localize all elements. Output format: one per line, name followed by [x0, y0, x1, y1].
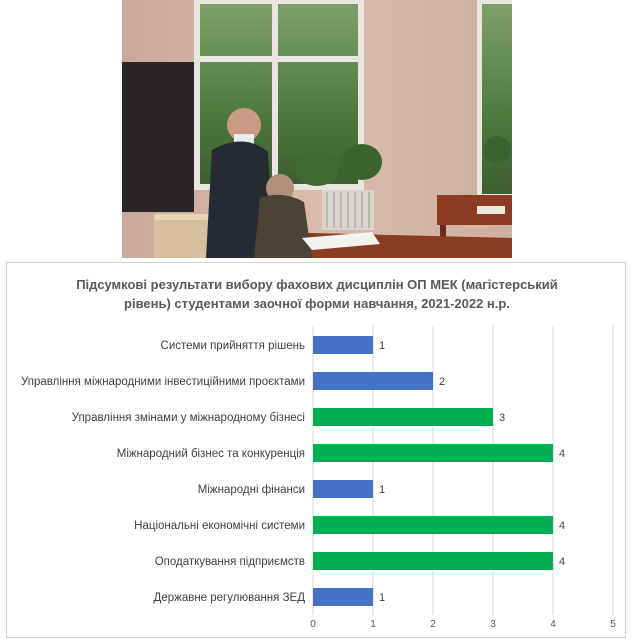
category-label: Міжнародний бізнес та конкуренція [116, 448, 305, 460]
category-label: Управління змінами у міжнародному бізнесі [71, 412, 305, 424]
bar [313, 480, 373, 498]
chart-title-line-1: Підсумкові результати вибору фахових дисциплін ОП МЕК (магістерський [76, 277, 558, 292]
x-tick-label: 1 [370, 619, 376, 630]
data-label: 4 [559, 448, 566, 460]
data-label: 2 [439, 376, 446, 388]
x-tick-label: 3 [490, 619, 496, 630]
x-axis-ticks [310, 619, 616, 630]
x-tick-label: 0 [310, 619, 316, 630]
classroom-photo [122, 0, 512, 258]
bar [313, 444, 553, 462]
data-label: 4 [559, 556, 566, 568]
bar [313, 516, 553, 534]
x-tick-label: 5 [610, 619, 616, 630]
bar [313, 336, 373, 354]
bar [313, 372, 433, 390]
data-label: 1 [379, 340, 386, 352]
category-label: Національні економічні системи [134, 520, 305, 532]
x-tick-label: 2 [430, 619, 436, 630]
category-label: Міжнародні фінанси [197, 484, 305, 496]
data-label: 1 [379, 484, 386, 496]
bar [313, 408, 493, 426]
category-label: Оподаткування підприємств [154, 556, 305, 568]
bar [313, 588, 373, 606]
x-tick-label: 4 [550, 619, 556, 630]
category-label: Системи прийняття рішень [160, 340, 305, 352]
category-label: Державне регулювання ЗЕД [153, 592, 305, 604]
chart-container [6, 262, 626, 638]
gridlines [313, 325, 613, 615]
chart-title-line-2: рівень) студентами заочної форми навчання, 2021-2022 н.р. [124, 296, 510, 311]
category-label: Управління міжнародними інвестиційними проєктами [21, 376, 305, 388]
data-label: 3 [499, 412, 506, 424]
data-label: 4 [559, 520, 566, 532]
bar [313, 552, 553, 570]
category-labels [21, 340, 305, 604]
bar-chart [7, 263, 625, 637]
data-label: 1 [379, 592, 386, 604]
classroom-photo-image [122, 0, 512, 258]
